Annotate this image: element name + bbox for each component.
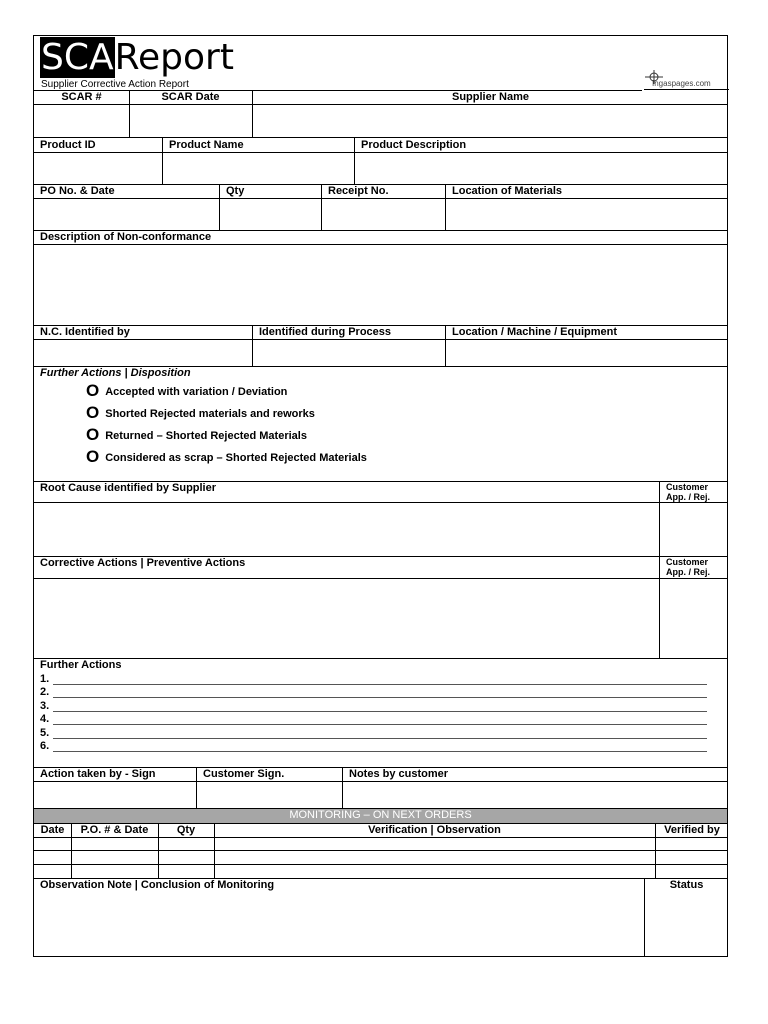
further-action-item: 3. xyxy=(40,700,50,712)
monitoring-verification-header: Verification | Observation xyxy=(368,824,501,836)
further-action-item: 2. xyxy=(40,686,50,698)
report-subtitle: Supplier Corrective Action Report xyxy=(41,79,189,90)
product-description-field[interactable] xyxy=(355,153,729,184)
identified-during-process-label: Identified during Process xyxy=(259,326,392,338)
scar-number-label: SCAR # xyxy=(61,91,102,103)
monitoring-band: MONITORING – ON NEXT ORDERS xyxy=(34,808,727,823)
further-action-item: 5. xyxy=(40,727,50,739)
receipt-no-label: Receipt No. xyxy=(328,185,389,197)
nonconformance-field[interactable] xyxy=(34,245,729,325)
disposition-option-returned[interactable]: O Returned – Shorted Rejected Materials xyxy=(86,425,307,444)
product-name-label: Product Name xyxy=(169,139,244,151)
root-cause-customer-label: Customer App. / Rej. xyxy=(666,482,711,502)
corrective-actions-field[interactable] xyxy=(34,579,659,658)
action-taken-sign-field[interactable] xyxy=(34,782,196,808)
customer-notes-label: Notes by customer xyxy=(349,768,449,780)
further-actions-label: Further Actions xyxy=(40,659,122,671)
title-rest: Report xyxy=(114,37,234,78)
further-action-line[interactable] xyxy=(53,711,707,712)
root-cause-approval-field[interactable] xyxy=(660,503,729,556)
product-name-field[interactable] xyxy=(163,153,354,184)
nc-identified-by-field[interactable] xyxy=(34,340,252,366)
action-taken-label: Action taken by - Sign xyxy=(40,768,156,780)
nonconformance-label: Description of Non-conformance xyxy=(40,231,212,243)
po-date-field[interactable] xyxy=(34,199,219,230)
scar-form xyxy=(33,35,728,957)
location-machine-field[interactable] xyxy=(446,340,729,366)
further-action-line[interactable] xyxy=(53,724,707,725)
location-materials-label: Location of Materials xyxy=(452,185,563,197)
qty-label: Qty xyxy=(226,185,245,197)
disposition-label: Further Actions | Disposition xyxy=(40,367,191,379)
option-circle-icon: O xyxy=(86,381,100,400)
scar-date-field[interactable] xyxy=(130,105,252,137)
supplier-name-field[interactable] xyxy=(253,105,729,137)
report-title xyxy=(40,38,234,78)
disposition-option-accepted[interactable]: O Accepted with variation / Deviation xyxy=(86,381,288,400)
root-cause-label: Root Cause identified by Supplier xyxy=(40,482,217,494)
monitoring-row[interactable] xyxy=(34,851,729,864)
customer-notes-field[interactable] xyxy=(343,782,729,808)
further-action-line[interactable] xyxy=(53,738,707,739)
product-id-field[interactable] xyxy=(34,153,162,184)
monitoring-row[interactable] xyxy=(34,838,729,850)
nc-identified-by-label: N.C. Identified by xyxy=(40,326,130,338)
disposition-option-scrap[interactable]: O Considered as scrap – Shorted Rejected Materials xyxy=(86,447,367,466)
further-action-line[interactable] xyxy=(53,751,707,752)
status-label: Status xyxy=(669,879,704,891)
option-circle-icon: O xyxy=(86,403,100,422)
qty-field[interactable] xyxy=(220,199,321,230)
monitoring-row[interactable] xyxy=(34,865,729,878)
option-circle-icon: O xyxy=(86,447,100,466)
observation-note-field[interactable] xyxy=(34,894,644,957)
monitoring-qty-header: Qty xyxy=(176,824,196,836)
status-field[interactable] xyxy=(645,894,729,957)
further-action-item: 1. xyxy=(40,673,50,685)
monitoring-po-header: P.O. # & Date xyxy=(80,824,149,836)
corrective-approval-field[interactable] xyxy=(660,579,729,658)
scar-date-label: SCAR Date xyxy=(161,91,220,103)
corrective-actions-label: Corrective Actions | Preventive Actions xyxy=(40,557,246,569)
customer-sign-field[interactable] xyxy=(197,782,342,808)
identified-during-process-field[interactable] xyxy=(253,340,445,366)
scar-number-field[interactable] xyxy=(34,105,129,137)
supplier-name-label: Supplier Name xyxy=(451,91,530,103)
title-inverse: SCA xyxy=(41,37,114,78)
further-action-line[interactable] xyxy=(53,697,707,698)
product-id-label: Product ID xyxy=(40,139,96,151)
further-action-item: 4. xyxy=(40,713,50,725)
observation-note-label: Observation Note | Conclusion of Monitoring xyxy=(40,879,275,891)
disposition-option-rework[interactable]: O Shorted Rejected materials and reworks xyxy=(86,403,315,422)
corrective-customer-label: Customer App. / Rej. xyxy=(666,557,711,577)
po-date-label: PO No. & Date xyxy=(40,185,115,197)
root-cause-field[interactable] xyxy=(34,503,659,556)
option-circle-icon: O xyxy=(86,425,100,444)
monitoring-date-header: Date xyxy=(40,824,65,836)
receipt-no-field[interactable] xyxy=(322,199,445,230)
further-action-item: 6. xyxy=(40,740,50,752)
brand-watermark: Ingaspages.com xyxy=(652,79,711,88)
product-description-label: Product Description xyxy=(361,139,467,151)
monitoring-verified-by-header: Verified by xyxy=(664,824,720,836)
customer-sign-label: Customer Sign. xyxy=(203,768,285,780)
location-materials-field[interactable] xyxy=(446,199,729,230)
further-action-line[interactable] xyxy=(53,684,707,685)
location-machine-label: Location / Machine / Equipment xyxy=(452,326,618,338)
